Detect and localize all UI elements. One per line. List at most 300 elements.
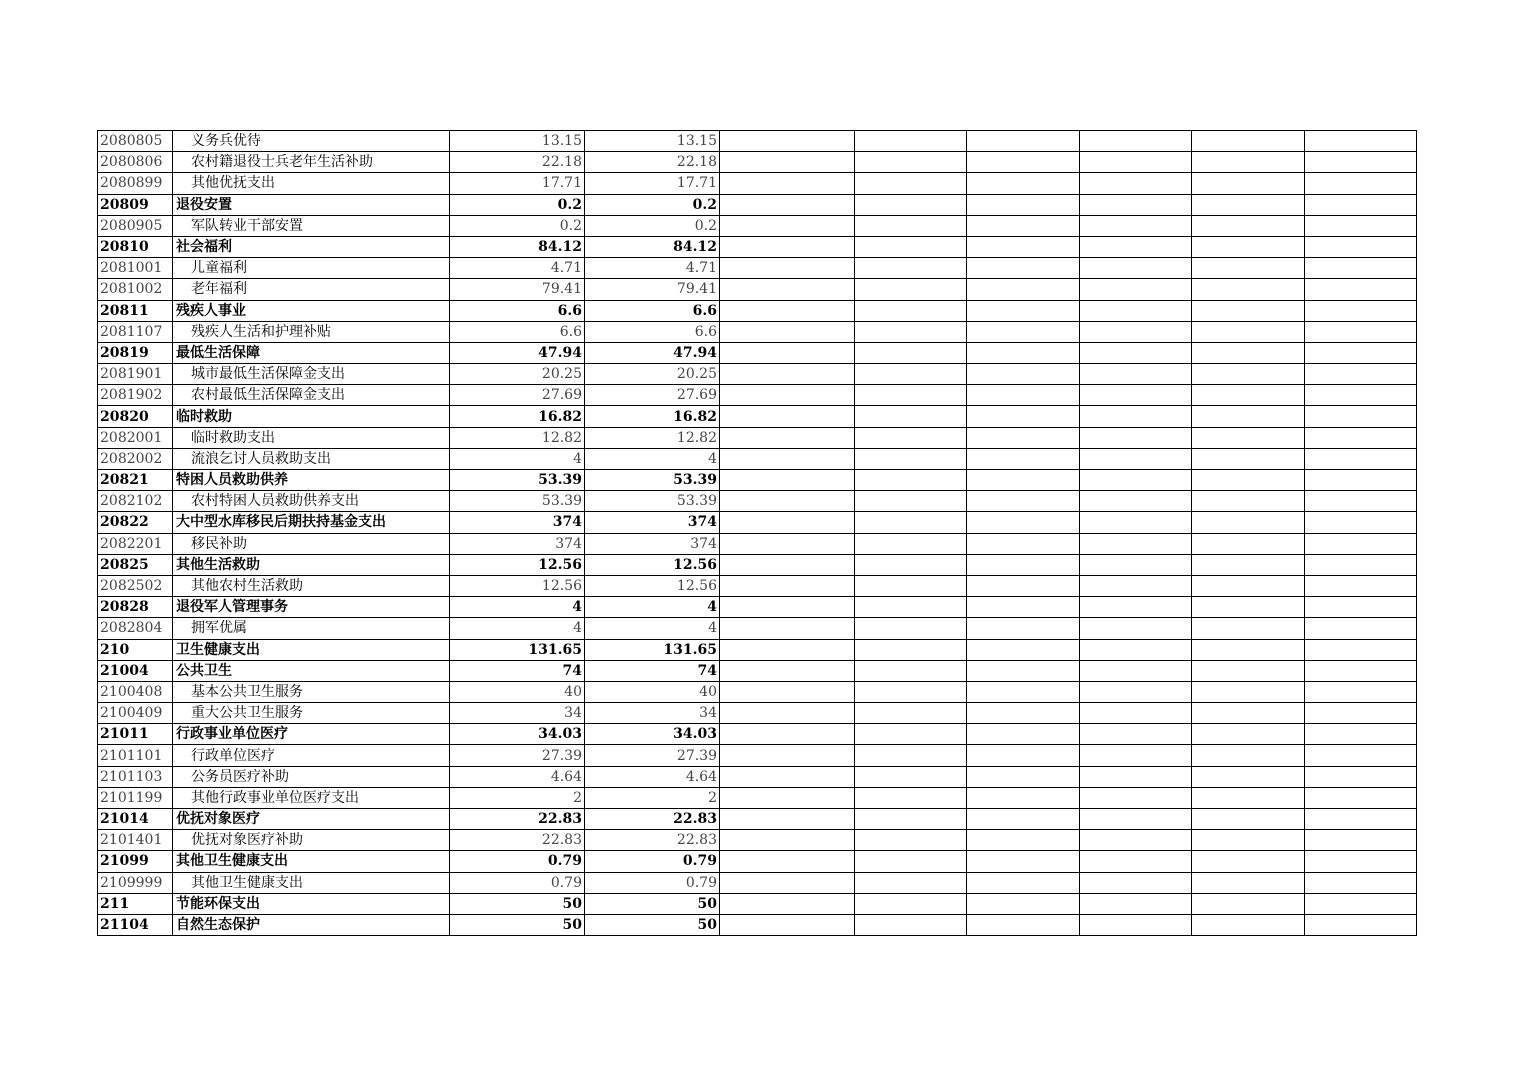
- table-row: [98, 575, 1417, 596]
- row-value-1: 4: [450, 597, 585, 618]
- table-row: [98, 279, 1417, 300]
- row-code: 21004: [98, 660, 173, 681]
- table-row: [98, 194, 1417, 215]
- empty-cell: [720, 342, 855, 363]
- empty-cell: [967, 809, 1080, 830]
- row-value-1: 0.79: [450, 872, 585, 893]
- table-row: [98, 512, 1417, 533]
- empty-cell: [855, 554, 967, 575]
- row-name: 节能环保支出: [173, 893, 450, 914]
- table-row: [98, 787, 1417, 808]
- row-value-2: 6.6: [585, 321, 720, 342]
- row-value-2: 374: [585, 533, 720, 554]
- empty-cell: [1080, 618, 1192, 639]
- empty-cell: [1305, 215, 1417, 236]
- empty-cell: [1305, 745, 1417, 766]
- empty-cell: [720, 597, 855, 618]
- table-row: [98, 872, 1417, 893]
- row-name: 残疾人生活和护理补贴: [173, 321, 450, 342]
- empty-cell: [1305, 385, 1417, 406]
- row-code: 20822: [98, 512, 173, 533]
- empty-cell: [855, 321, 967, 342]
- row-code: 2081001: [98, 258, 173, 279]
- row-code: 2109999: [98, 872, 173, 893]
- row-value-2: 53.39: [585, 491, 720, 512]
- empty-cell: [1080, 830, 1192, 851]
- empty-cell: [720, 533, 855, 554]
- empty-cell: [967, 830, 1080, 851]
- empty-cell: [1305, 703, 1417, 724]
- empty-cell: [1305, 893, 1417, 914]
- row-value-2: 4: [585, 597, 720, 618]
- row-name: 农村特困人员救助供养支出: [173, 491, 450, 512]
- empty-cell: [1305, 914, 1417, 935]
- table-row: [98, 131, 1417, 152]
- table-row: [98, 448, 1417, 469]
- row-value-1: 27.39: [450, 745, 585, 766]
- table-row: [98, 258, 1417, 279]
- empty-cell: [967, 575, 1080, 596]
- row-value-1: 4.64: [450, 766, 585, 787]
- empty-cell: [855, 258, 967, 279]
- row-name: 军队转业干部安置: [173, 215, 450, 236]
- row-value-2: 12.56: [585, 554, 720, 575]
- empty-cell: [1305, 512, 1417, 533]
- empty-cell: [720, 215, 855, 236]
- row-value-1: 4: [450, 448, 585, 469]
- empty-cell: [1080, 787, 1192, 808]
- table-row: [98, 766, 1417, 787]
- budget-table: [97, 130, 1417, 936]
- empty-cell: [1080, 321, 1192, 342]
- table-row: [98, 300, 1417, 321]
- empty-cell: [720, 512, 855, 533]
- empty-cell: [1305, 575, 1417, 596]
- row-value-1: 12.56: [450, 554, 585, 575]
- empty-cell: [855, 131, 967, 152]
- empty-cell: [967, 258, 1080, 279]
- row-value-2: 50: [585, 893, 720, 914]
- row-value-2: 47.94: [585, 342, 720, 363]
- row-name: 临时救助: [173, 406, 450, 427]
- row-value-2: 0.2: [585, 194, 720, 215]
- row-value-1: 22.18: [450, 152, 585, 173]
- row-code: 20809: [98, 194, 173, 215]
- empty-cell: [967, 470, 1080, 491]
- row-name: 最低生活保障: [173, 342, 450, 363]
- empty-cell: [1080, 427, 1192, 448]
- row-value-2: 27.39: [585, 745, 720, 766]
- row-code: 20828: [98, 597, 173, 618]
- empty-cell: [1305, 533, 1417, 554]
- row-value-1: 6.6: [450, 300, 585, 321]
- empty-cell: [967, 364, 1080, 385]
- row-value-2: 12.82: [585, 427, 720, 448]
- empty-cell: [720, 724, 855, 745]
- row-value-1: 0.2: [450, 194, 585, 215]
- empty-cell: [1192, 639, 1305, 660]
- row-name: 卫生健康支出: [173, 639, 450, 660]
- empty-cell: [1305, 300, 1417, 321]
- empty-cell: [1305, 851, 1417, 872]
- empty-cell: [1080, 448, 1192, 469]
- empty-cell: [720, 766, 855, 787]
- empty-cell: [1305, 279, 1417, 300]
- empty-cell: [720, 236, 855, 257]
- row-value-1: 4: [450, 618, 585, 639]
- empty-cell: [1192, 491, 1305, 512]
- empty-cell: [1192, 597, 1305, 618]
- empty-cell: [967, 703, 1080, 724]
- table-row: [98, 724, 1417, 745]
- empty-cell: [967, 385, 1080, 406]
- row-value-1: 6.6: [450, 321, 585, 342]
- row-value-2: 4.64: [585, 766, 720, 787]
- row-name: 其他生活救助: [173, 554, 450, 575]
- empty-cell: [1305, 660, 1417, 681]
- row-value-2: 27.69: [585, 385, 720, 406]
- empty-cell: [720, 639, 855, 660]
- empty-cell: [720, 914, 855, 935]
- empty-cell: [1192, 448, 1305, 469]
- empty-cell: [1192, 745, 1305, 766]
- empty-cell: [1192, 703, 1305, 724]
- empty-cell: [1080, 893, 1192, 914]
- empty-cell: [720, 194, 855, 215]
- empty-cell: [967, 660, 1080, 681]
- empty-cell: [1305, 491, 1417, 512]
- row-name: 优抚对象医疗补助: [173, 830, 450, 851]
- empty-cell: [720, 575, 855, 596]
- empty-cell: [1305, 470, 1417, 491]
- row-code: 2082201: [98, 533, 173, 554]
- empty-cell: [855, 406, 967, 427]
- empty-cell: [855, 893, 967, 914]
- empty-cell: [855, 448, 967, 469]
- empty-cell: [967, 872, 1080, 893]
- empty-cell: [1080, 364, 1192, 385]
- empty-cell: [967, 215, 1080, 236]
- empty-cell: [855, 681, 967, 702]
- table-row: [98, 639, 1417, 660]
- empty-cell: [967, 681, 1080, 702]
- empty-cell: [1080, 681, 1192, 702]
- empty-cell: [720, 809, 855, 830]
- row-value-2: 12.56: [585, 575, 720, 596]
- empty-cell: [1305, 872, 1417, 893]
- row-value-2: 22.83: [585, 830, 720, 851]
- empty-cell: [1192, 364, 1305, 385]
- empty-cell: [1080, 152, 1192, 173]
- row-code: 21014: [98, 809, 173, 830]
- empty-cell: [1305, 809, 1417, 830]
- row-value-1: 34.03: [450, 724, 585, 745]
- empty-cell: [1192, 427, 1305, 448]
- empty-cell: [967, 194, 1080, 215]
- row-value-2: 22.18: [585, 152, 720, 173]
- table-row: [98, 660, 1417, 681]
- empty-cell: [720, 703, 855, 724]
- row-name: 移民补助: [173, 533, 450, 554]
- empty-cell: [1192, 406, 1305, 427]
- empty-cell: [855, 618, 967, 639]
- row-value-1: 84.12: [450, 236, 585, 257]
- empty-cell: [967, 597, 1080, 618]
- empty-cell: [967, 745, 1080, 766]
- empty-cell: [1305, 597, 1417, 618]
- row-code: 2081901: [98, 364, 173, 385]
- row-name: 重大公共卫生服务: [173, 703, 450, 724]
- table-row: [98, 385, 1417, 406]
- empty-cell: [1305, 830, 1417, 851]
- empty-cell: [855, 914, 967, 935]
- row-value-2: 16.82: [585, 406, 720, 427]
- row-value-1: 47.94: [450, 342, 585, 363]
- empty-cell: [1080, 575, 1192, 596]
- table-row: [98, 152, 1417, 173]
- empty-cell: [967, 279, 1080, 300]
- table-row: [98, 618, 1417, 639]
- empty-cell: [967, 300, 1080, 321]
- empty-cell: [1080, 236, 1192, 257]
- row-name: 公共卫生: [173, 660, 450, 681]
- row-code: 211: [98, 893, 173, 914]
- empty-cell: [855, 703, 967, 724]
- empty-cell: [1305, 554, 1417, 575]
- row-value-2: 0.79: [585, 872, 720, 893]
- empty-cell: [855, 512, 967, 533]
- empty-cell: [1192, 470, 1305, 491]
- empty-cell: [855, 364, 967, 385]
- empty-cell: [1080, 745, 1192, 766]
- empty-cell: [1192, 893, 1305, 914]
- row-value-1: 50: [450, 914, 585, 935]
- row-value-2: 131.65: [585, 639, 720, 660]
- row-name: 义务兵优待: [173, 131, 450, 152]
- empty-cell: [855, 427, 967, 448]
- row-value-2: 13.15: [585, 131, 720, 152]
- empty-cell: [720, 427, 855, 448]
- empty-cell: [855, 491, 967, 512]
- empty-cell: [1192, 724, 1305, 745]
- empty-cell: [1305, 406, 1417, 427]
- row-value-1: 34: [450, 703, 585, 724]
- row-code: 20810: [98, 236, 173, 257]
- empty-cell: [967, 406, 1080, 427]
- empty-cell: [967, 512, 1080, 533]
- row-value-2: 84.12: [585, 236, 720, 257]
- empty-cell: [720, 851, 855, 872]
- empty-cell: [1192, 321, 1305, 342]
- row-code: 2082102: [98, 491, 173, 512]
- empty-cell: [1080, 491, 1192, 512]
- row-code: 2080905: [98, 215, 173, 236]
- empty-cell: [1305, 639, 1417, 660]
- empty-cell: [967, 131, 1080, 152]
- row-code: 2082002: [98, 448, 173, 469]
- empty-cell: [720, 364, 855, 385]
- row-name: 残疾人事业: [173, 300, 450, 321]
- row-code: 2081002: [98, 279, 173, 300]
- row-value-1: 13.15: [450, 131, 585, 152]
- row-value-1: 50: [450, 893, 585, 914]
- table-row: [98, 215, 1417, 236]
- empty-cell: [855, 385, 967, 406]
- table-row: [98, 470, 1417, 491]
- row-value-1: 374: [450, 533, 585, 554]
- empty-cell: [1192, 830, 1305, 851]
- table-row: [98, 745, 1417, 766]
- empty-cell: [720, 470, 855, 491]
- row-code: 2101199: [98, 787, 173, 808]
- empty-cell: [1192, 766, 1305, 787]
- row-value-1: 40: [450, 681, 585, 702]
- empty-cell: [967, 554, 1080, 575]
- row-code: 2080806: [98, 152, 173, 173]
- row-value-1: 74: [450, 660, 585, 681]
- row-value-2: 74: [585, 660, 720, 681]
- row-name: 其他卫生健康支出: [173, 851, 450, 872]
- empty-cell: [1080, 512, 1192, 533]
- table-row: [98, 681, 1417, 702]
- empty-cell: [1192, 342, 1305, 363]
- empty-cell: [855, 809, 967, 830]
- table-row: [98, 364, 1417, 385]
- row-name: 老年福利: [173, 279, 450, 300]
- empty-cell: [855, 575, 967, 596]
- table-row: [98, 597, 1417, 618]
- table-row: [98, 173, 1417, 194]
- empty-cell: [855, 872, 967, 893]
- empty-cell: [967, 448, 1080, 469]
- empty-cell: [855, 215, 967, 236]
- empty-cell: [855, 300, 967, 321]
- row-value-1: 4.71: [450, 258, 585, 279]
- empty-cell: [967, 427, 1080, 448]
- empty-cell: [720, 406, 855, 427]
- empty-cell: [855, 787, 967, 808]
- row-code: 2082001: [98, 427, 173, 448]
- empty-cell: [1305, 131, 1417, 152]
- row-value-2: 53.39: [585, 470, 720, 491]
- empty-cell: [1080, 533, 1192, 554]
- row-code: 2081902: [98, 385, 173, 406]
- row-value-2: 6.6: [585, 300, 720, 321]
- empty-cell: [1192, 300, 1305, 321]
- empty-cell: [967, 724, 1080, 745]
- empty-cell: [855, 152, 967, 173]
- row-value-2: 0.2: [585, 215, 720, 236]
- row-name: 其他优抚支出: [173, 173, 450, 194]
- empty-cell: [1305, 236, 1417, 257]
- row-code: 210: [98, 639, 173, 660]
- empty-cell: [1080, 597, 1192, 618]
- empty-cell: [967, 851, 1080, 872]
- empty-cell: [967, 342, 1080, 363]
- empty-cell: [855, 342, 967, 363]
- row-code: 2100409: [98, 703, 173, 724]
- empty-cell: [720, 491, 855, 512]
- table-row: [98, 406, 1417, 427]
- empty-cell: [1192, 533, 1305, 554]
- empty-cell: [855, 660, 967, 681]
- empty-cell: [967, 618, 1080, 639]
- table-row: [98, 851, 1417, 872]
- row-code: 20811: [98, 300, 173, 321]
- table-row: [98, 342, 1417, 363]
- row-name: 行政事业单位医疗: [173, 724, 450, 745]
- row-name: 流浪乞讨人员救助支出: [173, 448, 450, 469]
- empty-cell: [720, 787, 855, 808]
- empty-cell: [1192, 618, 1305, 639]
- row-name: 其他卫生健康支出: [173, 872, 450, 893]
- empty-cell: [1080, 173, 1192, 194]
- row-value-1: 374: [450, 512, 585, 533]
- empty-cell: [855, 724, 967, 745]
- empty-cell: [1080, 131, 1192, 152]
- empty-cell: [1080, 703, 1192, 724]
- empty-cell: [855, 766, 967, 787]
- table-row: [98, 427, 1417, 448]
- empty-cell: [1080, 851, 1192, 872]
- empty-cell: [967, 152, 1080, 173]
- empty-cell: [720, 131, 855, 152]
- empty-cell: [855, 236, 967, 257]
- row-value-2: 20.25: [585, 364, 720, 385]
- row-name: 城市最低生活保障金支出: [173, 364, 450, 385]
- row-name: 自然生态保护: [173, 914, 450, 935]
- empty-cell: [1192, 554, 1305, 575]
- row-code: 21099: [98, 851, 173, 872]
- row-value-2: 4: [585, 618, 720, 639]
- row-value-1: 12.82: [450, 427, 585, 448]
- table-row: [98, 491, 1417, 512]
- empty-cell: [967, 533, 1080, 554]
- empty-cell: [855, 830, 967, 851]
- table-body: [98, 131, 1417, 936]
- row-code: 2101101: [98, 745, 173, 766]
- row-value-2: 374: [585, 512, 720, 533]
- empty-cell: [1305, 724, 1417, 745]
- row-code: 2081107: [98, 321, 173, 342]
- table-row: [98, 554, 1417, 575]
- empty-cell: [720, 385, 855, 406]
- row-name: 退役军人管理事务: [173, 597, 450, 618]
- empty-cell: [1192, 851, 1305, 872]
- row-code: 20821: [98, 470, 173, 491]
- empty-cell: [1192, 131, 1305, 152]
- row-code: 2082804: [98, 618, 173, 639]
- row-code: 2080805: [98, 131, 173, 152]
- empty-cell: [1192, 173, 1305, 194]
- empty-cell: [720, 745, 855, 766]
- empty-cell: [720, 660, 855, 681]
- row-code: 21011: [98, 724, 173, 745]
- table-row: [98, 703, 1417, 724]
- empty-cell: [855, 194, 967, 215]
- row-value-1: 53.39: [450, 470, 585, 491]
- empty-cell: [855, 851, 967, 872]
- empty-cell: [967, 236, 1080, 257]
- empty-cell: [720, 279, 855, 300]
- empty-cell: [1305, 787, 1417, 808]
- table-row: [98, 321, 1417, 342]
- row-name: 大中型水库移民后期扶持基金支出: [173, 512, 450, 533]
- table-row: [98, 236, 1417, 257]
- empty-cell: [1192, 872, 1305, 893]
- empty-cell: [1305, 258, 1417, 279]
- row-code: 20825: [98, 554, 173, 575]
